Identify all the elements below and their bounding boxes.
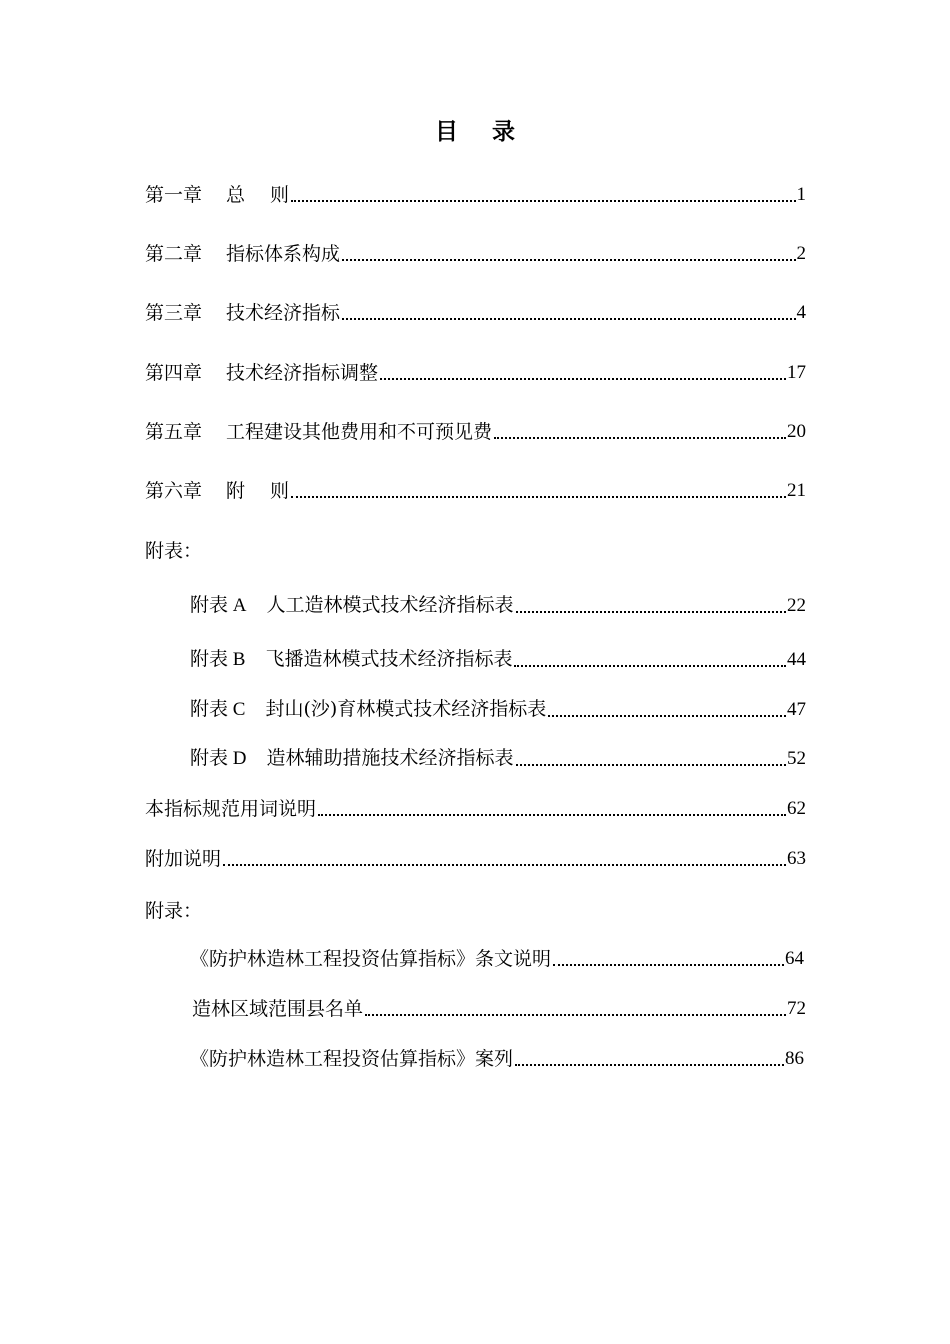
- dot-leader: [291, 496, 786, 498]
- page-number: 47: [787, 699, 806, 720]
- toc-entry-chapter-6[interactable]: [145, 478, 806, 504]
- chapter-number: 第四章: [145, 362, 203, 384]
- page-number: 17: [787, 362, 806, 383]
- table-number: 附表 C: [190, 699, 246, 720]
- toc-entry-chapter-1[interactable]: [145, 182, 806, 208]
- dot-leader: [365, 1014, 786, 1016]
- dot-leader: [516, 764, 787, 766]
- dot-leader: [342, 318, 795, 320]
- dot-leader: [516, 611, 787, 613]
- dot-leader: [515, 1064, 784, 1066]
- chapter-number: 第二章: [145, 243, 203, 265]
- chapter-name: 总 则: [226, 184, 290, 206]
- toc-entry-terminology[interactable]: [145, 796, 806, 822]
- page-number: 20: [787, 421, 806, 442]
- page-number: 22: [787, 595, 806, 616]
- page-title: [0, 116, 950, 148]
- toc-entry-chapter-4[interactable]: [145, 360, 806, 386]
- table-number: 附表 D: [190, 748, 247, 769]
- title-char-2: 录: [492, 118, 515, 145]
- table-name: 造林辅助措施技术经济指标表: [266, 747, 514, 769]
- table-name: 封山(沙)育林模式技术经济指标表: [265, 698, 547, 720]
- toc-entry-appendix-3[interactable]: [190, 1046, 804, 1072]
- chapter-name: 技术经济指标调整: [226, 362, 379, 384]
- page-number: 64: [785, 948, 804, 969]
- dot-leader: [291, 200, 795, 202]
- chapter-name: 工程建设其他费用和不可预见费: [226, 421, 493, 443]
- toc-entry-chapter-2[interactable]: [145, 241, 806, 267]
- entry-name: 《防护林造林工程投资估算指标》案列: [190, 1048, 514, 1070]
- chapter-number: 第五章: [145, 421, 203, 443]
- dot-leader: [223, 864, 786, 866]
- entry-name: 附加说明: [145, 848, 222, 870]
- page-number: 2: [796, 243, 806, 264]
- chapter-number: 第三章: [145, 302, 203, 324]
- page-number: 44: [787, 649, 806, 670]
- table-number: 附表 B: [190, 649, 246, 670]
- chapter-name: 指标体系构成: [226, 243, 341, 265]
- chapter-name: 技术经济指标: [226, 302, 341, 324]
- table-name: 飞播造林模式技术经济指标表: [265, 648, 513, 670]
- page-number: 86: [785, 1048, 804, 1069]
- toc-entry-appendix-table-d[interactable]: [190, 746, 806, 772]
- dot-leader: [548, 715, 786, 717]
- page-number: 62: [787, 798, 806, 819]
- page-number: 52: [787, 748, 806, 769]
- appendix-heading: 附录：: [145, 900, 203, 922]
- toc-entry-appendix-table-c[interactable]: [190, 697, 806, 723]
- toc-entry-appendix-table-a[interactable]: [190, 593, 806, 619]
- page-number: 21: [787, 480, 806, 501]
- dot-leader: [318, 814, 786, 816]
- dot-leader: [494, 437, 786, 439]
- chapter-number: 第六章: [145, 480, 203, 502]
- title-char-1: 目: [435, 118, 458, 145]
- dot-leader: [553, 964, 784, 966]
- page-number: 1: [796, 184, 806, 205]
- dot-leader: [342, 259, 795, 261]
- toc-entry-chapter-3[interactable]: [145, 300, 806, 326]
- dot-leader: [380, 378, 786, 380]
- entry-name: 本指标规范用词说明: [145, 798, 317, 820]
- page-number: 4: [796, 302, 806, 323]
- toc-entry-appendix-table-b[interactable]: [190, 647, 806, 673]
- page-number: 63: [787, 848, 806, 869]
- chapter-name: 附 则: [226, 480, 290, 502]
- toc-entry-chapter-5[interactable]: [145, 419, 806, 445]
- toc-entry-appendix-2[interactable]: [192, 996, 806, 1022]
- dot-leader: [514, 665, 786, 667]
- toc-entry-additional-notes[interactable]: [145, 846, 806, 872]
- toc-entry-appendix-1[interactable]: [190, 946, 804, 972]
- entry-name: 造林区域范围县名单: [192, 998, 364, 1020]
- appendix-tables-heading: 附表：: [145, 540, 203, 562]
- table-name: 人工造林模式技术经济指标表: [266, 594, 514, 616]
- page-number: 72: [787, 998, 806, 1019]
- table-number: 附表 A: [190, 595, 247, 616]
- chapter-number: 第一章: [145, 184, 203, 206]
- entry-name: 《防护林造林工程投资估算指标》条文说明: [190, 948, 552, 970]
